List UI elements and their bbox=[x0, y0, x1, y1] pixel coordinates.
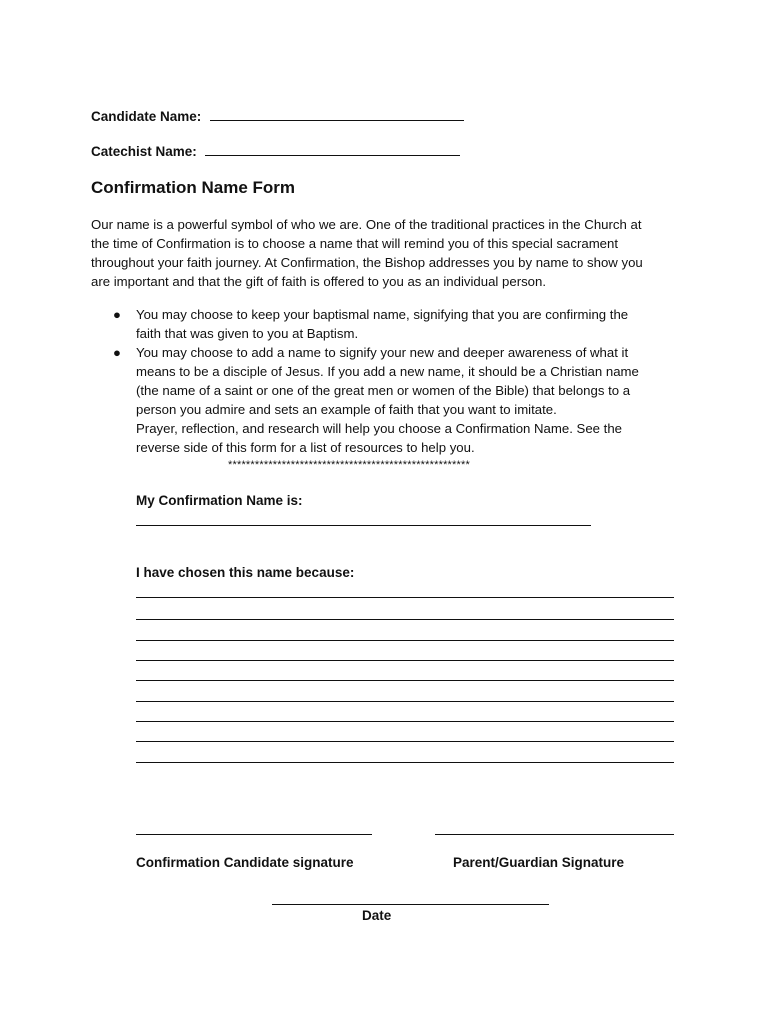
candidate-name-label: Candidate Name: bbox=[91, 109, 202, 124]
confirmation-name-label: My Confirmation Name is: bbox=[136, 493, 303, 508]
catechist-name-line[interactable] bbox=[205, 143, 460, 156]
candidate-signature-line[interactable] bbox=[136, 834, 372, 835]
intro-line: are important and that the gift of faith is offered to you as an individual person. bbox=[91, 274, 547, 289]
intro-line: Our name is a powerful symbol of who we are. One of the traditional practices in the Church at bbox=[91, 217, 642, 232]
reason-line[interactable] bbox=[136, 597, 674, 598]
bullet-line: means to be a disciple of Jesus. If you add a new name, it should be a Christian name bbox=[136, 364, 639, 379]
reason-line[interactable] bbox=[136, 680, 674, 681]
candidate-name-line[interactable] bbox=[210, 108, 464, 121]
reason-line[interactable] bbox=[136, 741, 674, 742]
reason-line[interactable] bbox=[136, 701, 674, 702]
candidate-signature-label: Confirmation Candidate signature bbox=[136, 855, 354, 870]
bullet-item-add-name bbox=[113, 343, 696, 457]
date-label: Date bbox=[362, 908, 392, 923]
parent-signature-label: Parent/Guardian Signature bbox=[453, 855, 625, 870]
bullet-line: person you admire and sets an example of faith that you want to imitate. bbox=[136, 402, 557, 417]
reason-line[interactable] bbox=[136, 660, 674, 661]
bullet-line: Prayer, reflection, and research will help you choose a Confirmation Name. See the bbox=[136, 421, 622, 436]
bullet-line: You may choose to add a name to signify your new and deeper awareness of what it bbox=[136, 345, 629, 360]
reason-line[interactable] bbox=[136, 721, 674, 722]
bullet-dot-icon: ● bbox=[113, 307, 121, 322]
parent-signature-line[interactable] bbox=[435, 834, 674, 835]
bullet-item-keep-name bbox=[113, 305, 696, 343]
bullet-line: You may choose to keep your baptismal name, signifying that you are confirming the bbox=[136, 307, 629, 322]
bullet-line: reverse side of this form for a list of resources to help you. bbox=[136, 440, 475, 455]
catechist-name-label: Catechist Name: bbox=[91, 144, 197, 159]
bullet-list bbox=[113, 305, 696, 457]
reason-label: I have chosen this name because: bbox=[136, 565, 355, 580]
bullet-dot-icon: ● bbox=[113, 345, 121, 360]
bullet-line: faith that was given to you at Baptism. bbox=[136, 326, 359, 341]
intro-paragraph bbox=[91, 215, 691, 291]
page-title: Confirmation Name Form bbox=[91, 178, 296, 197]
bullet-line: (the name of a saint or one of the great men or women of the Bible) that belongs to a bbox=[136, 383, 631, 398]
reason-line[interactable] bbox=[136, 619, 674, 620]
catechist-name-field bbox=[91, 143, 460, 161]
date-line[interactable] bbox=[272, 904, 549, 905]
reason-line[interactable] bbox=[136, 762, 674, 763]
intro-line: throughout your faith journey. At Confirmation, the Bishop addresses you by name to show you bbox=[91, 255, 643, 270]
reason-line[interactable] bbox=[136, 640, 674, 641]
confirmation-name-line[interactable] bbox=[136, 525, 591, 526]
intro-line: the time of Confirmation is to choose a name that will remind you of this special sacrament bbox=[91, 236, 619, 251]
stars-divider: ****************************************************** bbox=[228, 459, 470, 471]
candidate-name-field bbox=[91, 108, 464, 126]
